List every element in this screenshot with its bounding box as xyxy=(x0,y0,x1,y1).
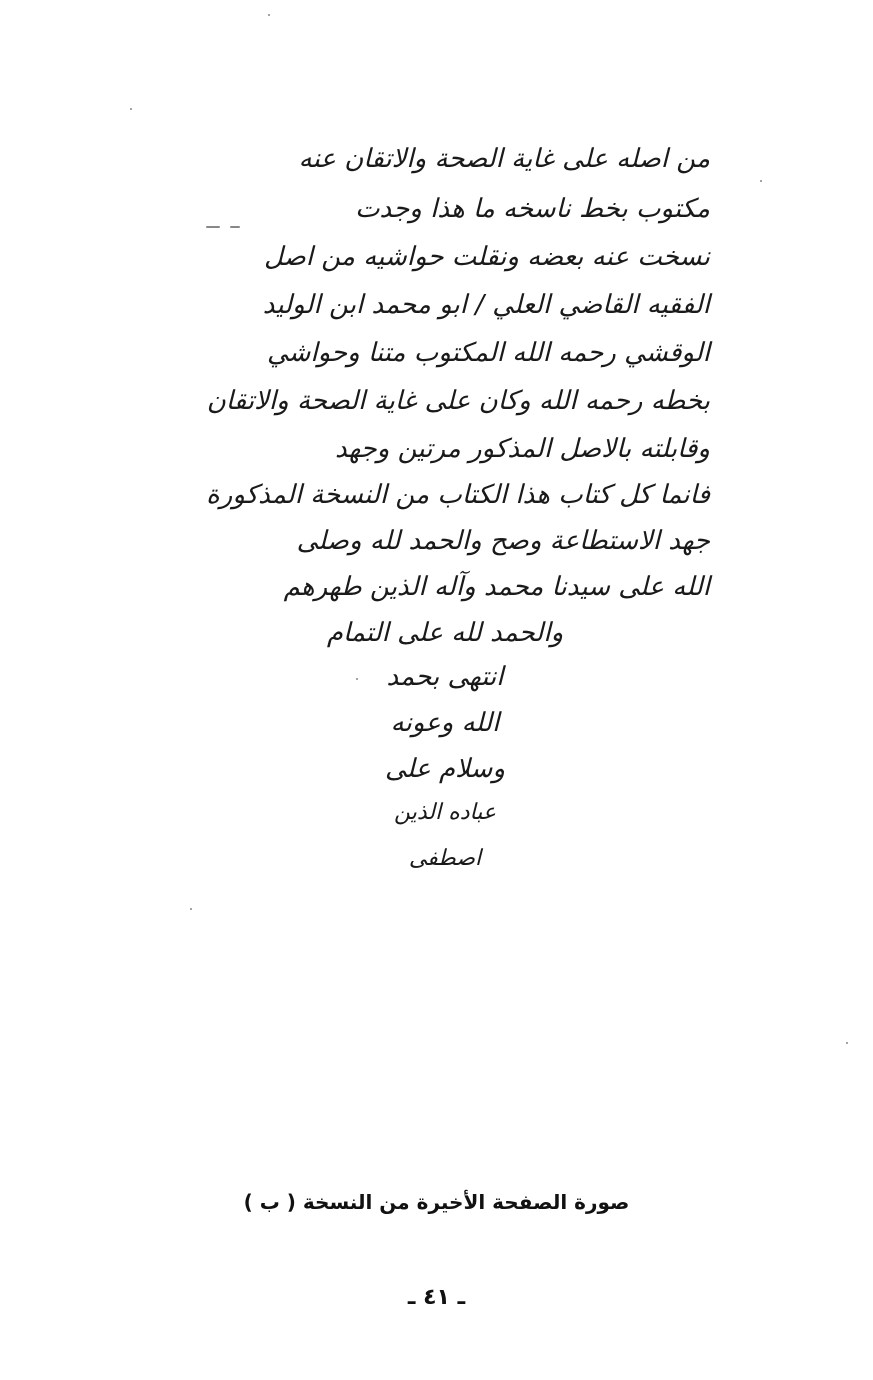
manuscript-line-3: نسخت عنه بعضه ونقلت حواشيه من اصل xyxy=(264,242,710,272)
scan-speck xyxy=(230,226,240,228)
manuscript-line-7: وقابلته بالاصل المذكور مرتين وجهد xyxy=(335,434,710,464)
scan-speck xyxy=(206,226,220,228)
manuscript-line-14: وسلام على xyxy=(384,754,505,784)
manuscript-line-1: من اصله على غاية الصحة والاتقان عنه xyxy=(298,144,710,174)
manuscript-line-13: الله وعونه xyxy=(390,708,500,738)
manuscript-line-2: مكتوب بخط ناسخه ما هذا وجدت xyxy=(355,194,710,224)
manuscript-line-6: بخطه رحمه الله وكان على غاية الصحة والاتقان xyxy=(206,386,710,416)
scan-speck xyxy=(130,108,132,110)
figure-caption: صورة الصفحة الأخيرة من النسخة ( ب ) xyxy=(243,1190,630,1214)
manuscript-line-16: اصطفى xyxy=(408,846,482,871)
manuscript-line-11: والحمد لله على التمام xyxy=(326,618,564,648)
scan-speck xyxy=(846,1042,848,1044)
manuscript-line-8: فانما كل كتاب هذا الكتاب من النسخة المذكورة xyxy=(206,480,710,510)
manuscript-line-9: جهد الاستطاعة وصح والحمد لله وصلى xyxy=(296,526,710,556)
manuscript-line-12: انتهى بحمد xyxy=(386,662,504,692)
scan-speck xyxy=(760,180,762,182)
manuscript-line-15: عباده الذين xyxy=(393,800,497,825)
manuscript-line-10: الله على سيدنا محمد وآله الذين طهرهم xyxy=(283,572,710,602)
manuscript-line-5: الوقشي رحمه الله المكتوب متنا وحواشي xyxy=(266,338,710,368)
page-number: ـ ٤١ ـ xyxy=(407,1285,466,1310)
scan-speck xyxy=(356,678,358,680)
scan-speck xyxy=(190,908,192,910)
scan-speck xyxy=(268,14,270,16)
manuscript-line-4: الفقيه القاضي العلي / ابو محمد ابن الوليد xyxy=(262,290,710,320)
